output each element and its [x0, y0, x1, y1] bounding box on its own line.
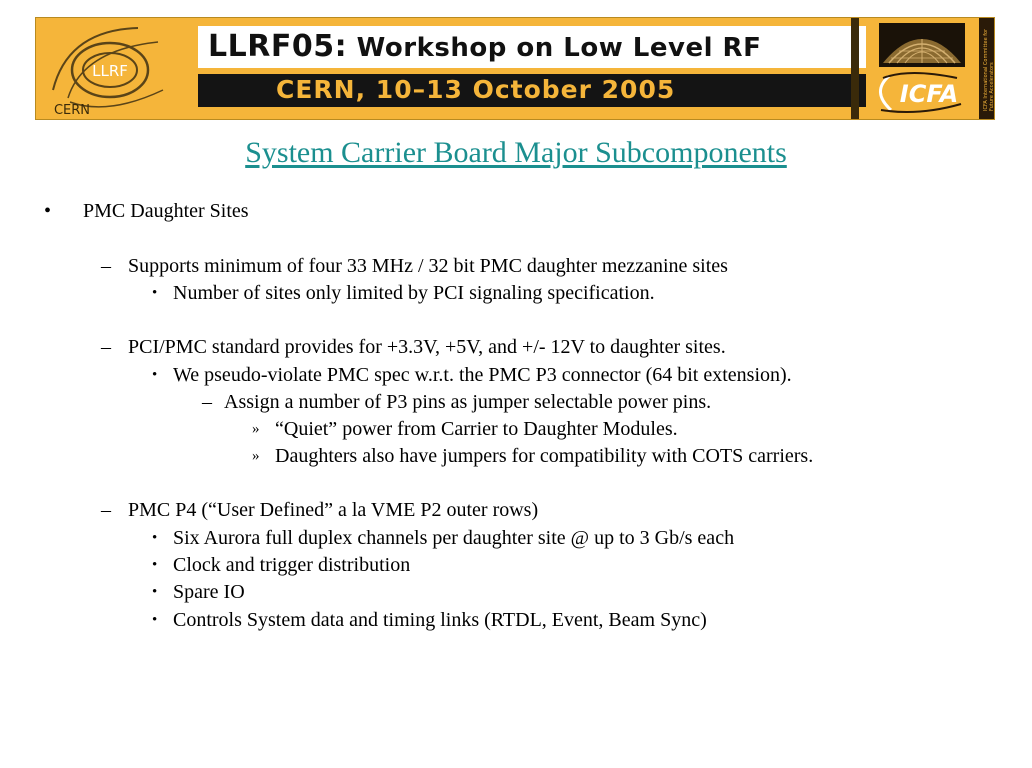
bullet-marker: •: [152, 557, 158, 573]
item-six-aurora: Six Aurora full duplex channels per daughter site @ up to 3 Gb/s each: [173, 527, 735, 549]
item-num-sites: Number of sites only limited by PCI signaling specification.: [173, 282, 655, 304]
bullet-marker: •: [152, 367, 158, 383]
item-pmc-p4: PMC P4 (“User Defined” a la VME P2 outer rows): [128, 499, 539, 521]
banner-title-main: Workshop on Low Level RF: [356, 33, 762, 63]
banner-separator: [851, 18, 859, 119]
chevron-marker: »: [252, 448, 260, 464]
bullet-marker: •: [152, 530, 158, 546]
bullet-marker: •: [152, 612, 158, 628]
item-controls-system: Controls System data and timing links (RTDL, Event, Beam Sync): [173, 609, 707, 631]
svg-text:LLRF: LLRF: [92, 62, 128, 80]
item-assign-pins: Assign a number of P3 pins as jumper selectable power pins.: [224, 391, 712, 413]
item-daughters-jumpers: Daughters also have jumpers for compatibility with COTS carriers.: [275, 445, 814, 467]
bullet-marker: •: [152, 285, 158, 301]
icfa-logo: [869, 70, 974, 114]
bullet-marker: •: [44, 200, 52, 222]
dash-marker: –: [101, 336, 111, 358]
dash-marker: –: [101, 499, 111, 521]
item-pmc-sites: PMC Daughter Sites: [83, 200, 249, 222]
llrf-cern-logo: [48, 20, 178, 116]
item-pci-standard: PCI/PMC standard provides for +3.3V, +5V, and +/- 12V to daughter sites.: [128, 336, 726, 358]
item-supports-min: Supports minimum of four 33 MHz / 32 bit PMC daughter mezzanine sites: [128, 255, 728, 277]
slide-heading: System Carrier Board Major Subcomponents: [245, 136, 787, 169]
item-spare-io: Spare IO: [173, 581, 245, 603]
svg-text:ICFA: ICFA: [899, 80, 959, 108]
banner-title: [208, 29, 761, 64]
banner-dates: CERN, 10–13 October 2005: [276, 75, 676, 104]
banner-title-box: [198, 26, 866, 68]
chevron-marker: »: [252, 421, 260, 437]
svg-text:CERN: CERN: [53, 103, 91, 118]
bullet-marker: •: [152, 584, 158, 600]
item-clock-trigger: Clock and trigger distribution: [173, 554, 411, 576]
banner-side-text: ICFA International Committee for Future Accelerators: [983, 28, 995, 111]
item-pseudo-violate: We pseudo-violate PMC spec w.r.t. the PMC P3 connector (64 bit extension).: [173, 364, 792, 386]
dash-marker: –: [101, 255, 111, 277]
dash-marker: –: [202, 391, 212, 413]
dome-photo: [879, 23, 965, 67]
banner-date-box: [198, 74, 866, 107]
banner-title-prefix: LLRF05:: [208, 29, 348, 64]
item-quiet-power: “Quiet” power from Carrier to Daughter Modules.: [275, 418, 678, 440]
conference-banner: [35, 17, 995, 120]
